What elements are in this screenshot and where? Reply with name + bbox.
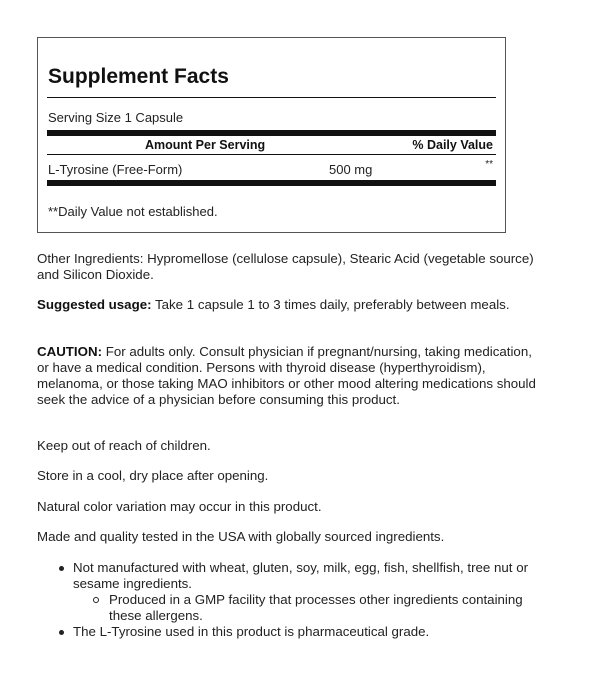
- serving-divider: [47, 130, 496, 136]
- supplement-facts-title: Supplement Facts: [48, 65, 229, 88]
- suggested-usage-text: Take 1 capsule 1 to 3 times daily, preferably between meals.: [151, 297, 510, 312]
- bullet-dot-icon: [59, 630, 64, 635]
- nutrient-amount: 500 mg: [329, 162, 373, 177]
- suggested-usage: [37, 297, 537, 313]
- storage-instructions: Store in a cool, dry place after opening.: [37, 468, 269, 483]
- keep-out-of-reach: Keep out of reach of children.: [37, 438, 211, 453]
- list-item-text: Not manufactured with wheat, gluten, soy, milk, egg, fish, shellfish, tree nut or sesame ingredients.: [73, 560, 529, 591]
- daily-value-footnote: **Daily Value not established.: [48, 204, 218, 219]
- made-in-usa-note: Made and quality tested in the USA with globally sourced ingredients.: [37, 529, 445, 544]
- bullet-ring-icon: [93, 597, 99, 603]
- list-item-text: The L-Tyrosine used in this product is pharmaceutical grade.: [73, 624, 430, 639]
- list-item: [37, 560, 537, 592]
- nutrient-name: L-Tyrosine (Free-Form): [48, 162, 183, 177]
- amount-per-serving-header: Amount Per Serving: [145, 138, 266, 152]
- supplement-facts-panel: [37, 37, 506, 233]
- nutrient-daily-value: **: [485, 159, 493, 170]
- other-ingredients: Other Ingredients: Hypromellose (cellulose capsule), Stearic Acid (vegetable source) and Silicon Dioxide.: [37, 251, 534, 282]
- facts-bottom-divider: [47, 180, 496, 186]
- caution-statement: [37, 344, 537, 408]
- color-variation-note: Natural color variation may occur in this product.: [37, 499, 322, 514]
- daily-value-header: % Daily Value: [412, 138, 493, 152]
- list-item: [37, 624, 537, 640]
- list-item-text: Produced in a GMP facility that processes other ingredients containing these allergens.: [109, 592, 523, 623]
- caution-label: CAUTION:: [37, 344, 102, 359]
- list-item: [37, 592, 537, 624]
- suggested-usage-label: Suggested usage:: [37, 297, 152, 312]
- serving-size: Serving Size 1 Capsule: [48, 110, 184, 125]
- allergen-list: [37, 560, 537, 640]
- title-divider: [47, 97, 496, 98]
- bullet-dot-icon: [59, 566, 64, 571]
- header-divider: [47, 154, 496, 155]
- caution-text: For adults only. Consult physician if pregnant/nursing, taking medication, or have a medical condition. Persons with thyroid disease (hyperthyroidism), melanoma, or those taking MAO inhibitors or other mood altering medications should seek the advice of a physician before consuming this product.: [37, 344, 536, 407]
